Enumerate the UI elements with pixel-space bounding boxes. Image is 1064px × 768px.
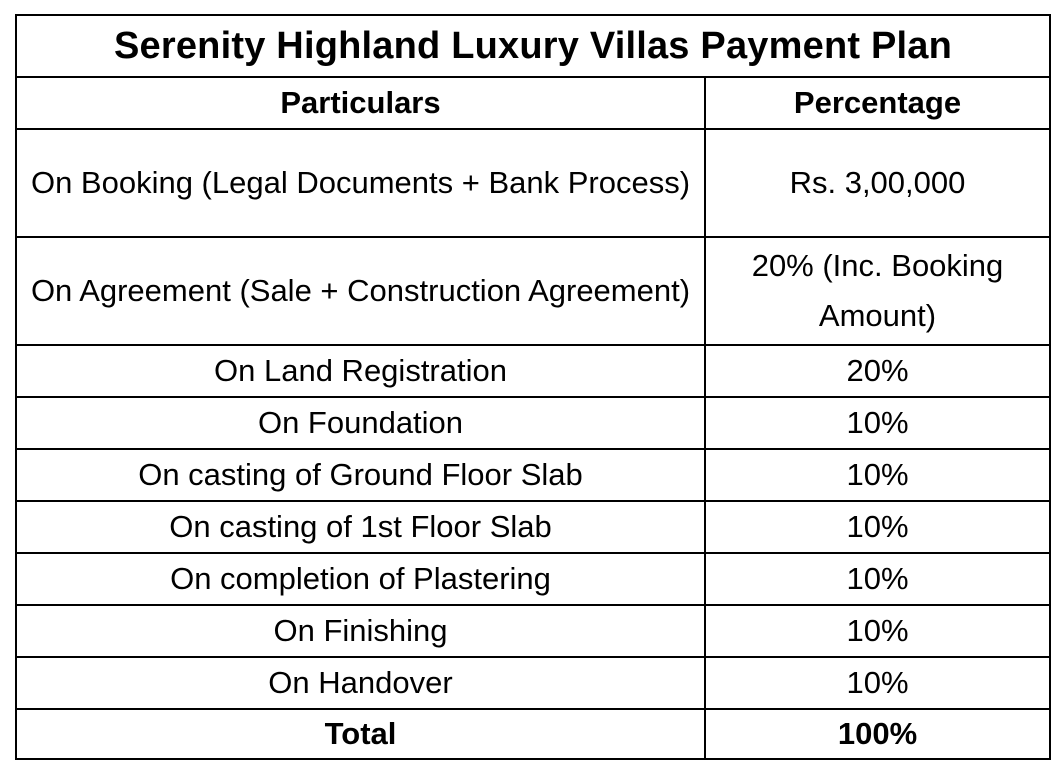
table-row [16, 129, 1050, 237]
particulars-cell: On Foundation [16, 397, 705, 449]
percentage-cell: 10% [705, 553, 1050, 605]
particulars-cell: On Booking (Legal Documents + Bank Process) [16, 129, 705, 237]
total-row [16, 709, 1050, 759]
particulars-cell: On Handover [16, 657, 705, 709]
percentage-cell: 10% [705, 605, 1050, 657]
percentage-cell: 10% [705, 397, 1050, 449]
particulars-cell: On Land Registration [16, 345, 705, 397]
column-header-percentage: Percentage [705, 77, 1050, 129]
payment-plan-table [15, 14, 1051, 760]
table-row [16, 501, 1050, 553]
particulars-cell: On casting of 1st Floor Slab [16, 501, 705, 553]
percentage-cell: 20% [705, 345, 1050, 397]
table-title: Serenity Highland Luxury Villas Payment Plan [16, 15, 1050, 77]
title-row [16, 15, 1050, 77]
table-row [16, 657, 1050, 709]
percentage-cell: 10% [705, 449, 1050, 501]
table-row [16, 345, 1050, 397]
table-row [16, 397, 1050, 449]
percentage-cell: Rs. 3,00,000 [705, 129, 1050, 237]
table-row [16, 449, 1050, 501]
total-value: 100% [705, 709, 1050, 759]
percentage-cell: 10% [705, 657, 1050, 709]
percentage-cell: 20% (Inc. Booking Amount) [705, 237, 1050, 345]
column-header-particulars: Particulars [16, 77, 705, 129]
table-row [16, 237, 1050, 345]
total-label: Total [16, 709, 705, 759]
table-row [16, 553, 1050, 605]
particulars-cell: On Finishing [16, 605, 705, 657]
percentage-cell: 10% [705, 501, 1050, 553]
particulars-cell: On Agreement (Sale + Construction Agreement) [16, 237, 705, 345]
particulars-cell: On casting of Ground Floor Slab [16, 449, 705, 501]
table-row [16, 605, 1050, 657]
header-row [16, 77, 1050, 129]
particulars-cell: On completion of Plastering [16, 553, 705, 605]
